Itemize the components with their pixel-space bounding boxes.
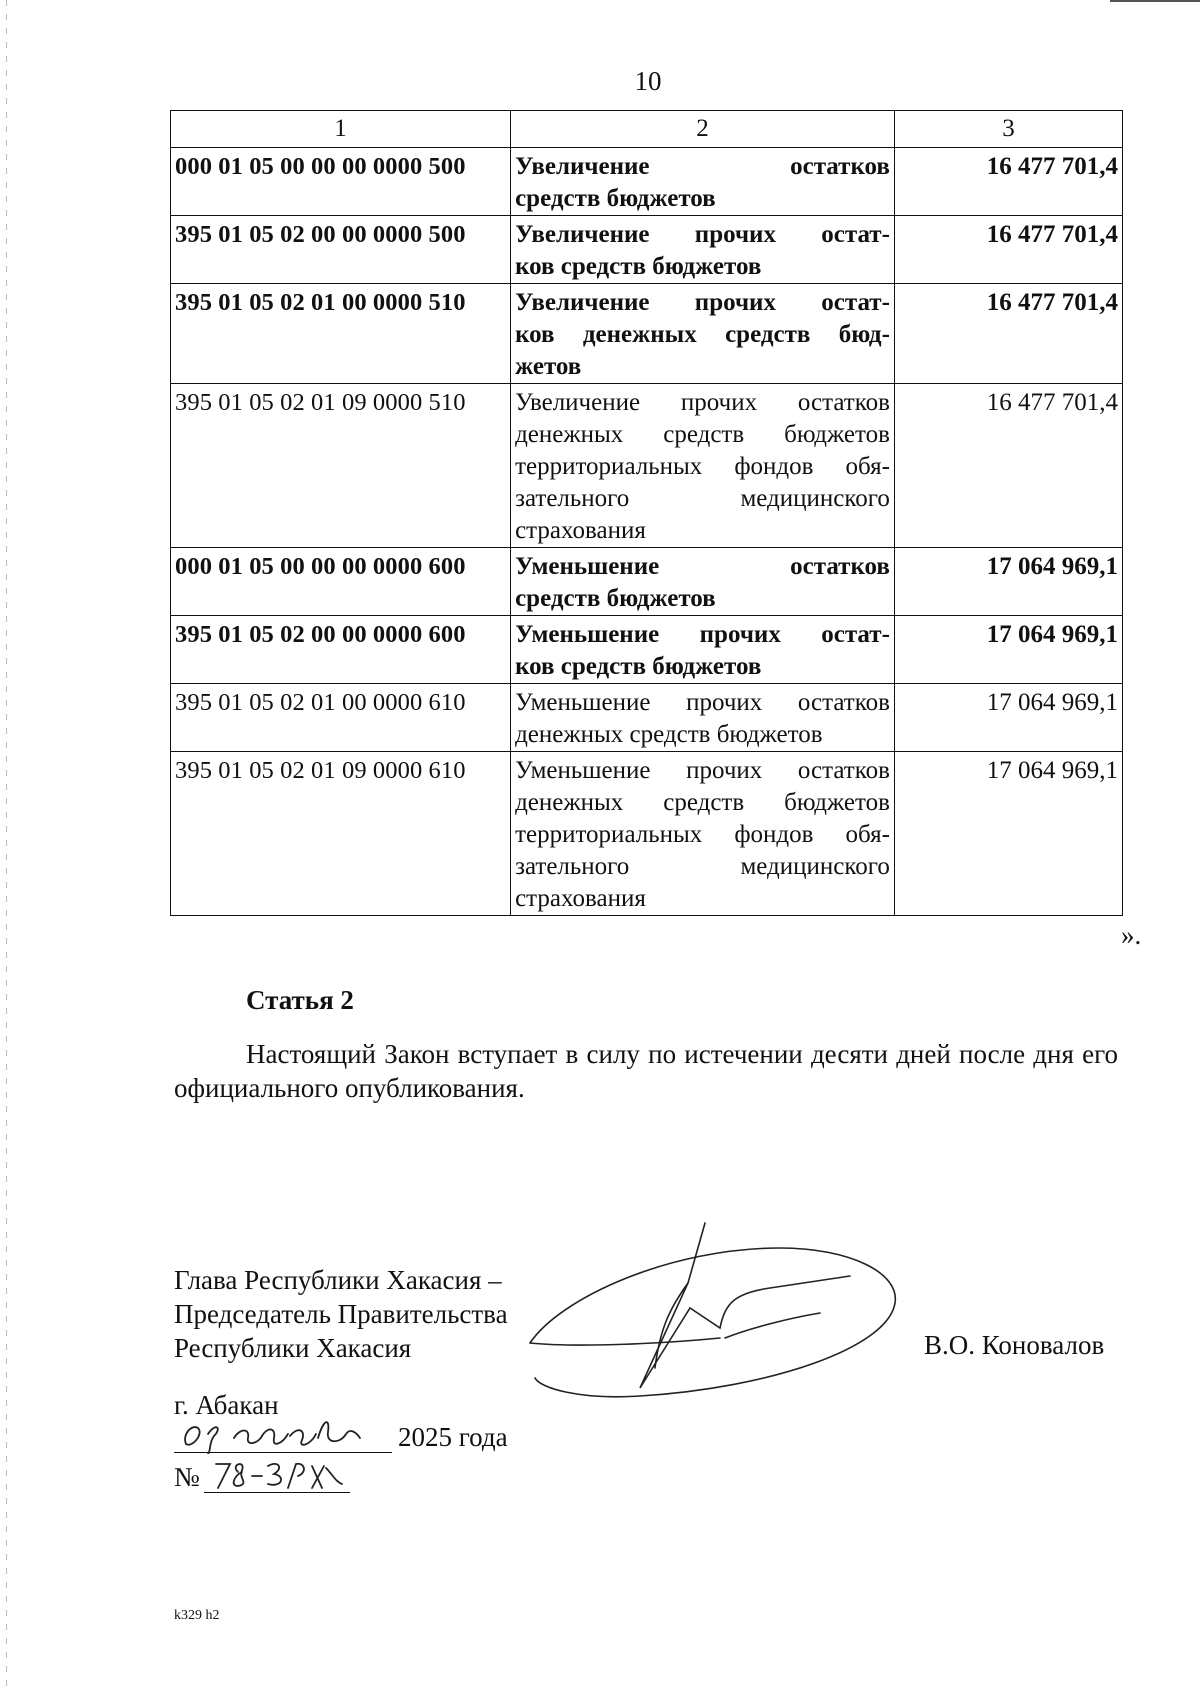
amount-cell: 16 477 701,4 xyxy=(894,384,1122,548)
position-line: Председатель Правительства xyxy=(174,1299,508,1329)
item-name-line: ков средств бюджетов xyxy=(515,253,762,280)
item-name-line: ков денежных средств бюд- xyxy=(515,321,890,348)
handwritten-signature xyxy=(520,1218,910,1413)
position-line: Республики Хакасия xyxy=(174,1333,412,1363)
column-header: 3 xyxy=(894,111,1122,148)
table-body xyxy=(171,148,1123,916)
table-row xyxy=(171,548,1123,616)
edge-rule xyxy=(1110,0,1200,2)
amount-cell: 16 477 701,4 xyxy=(894,284,1122,384)
item-name-line: денежных средств бюджетов xyxy=(515,789,890,816)
item-name-line: денежных средств бюджетов xyxy=(515,421,890,448)
budget-code-cell: 395 01 05 02 01 09 0000 610 xyxy=(171,752,511,916)
table-row xyxy=(171,752,1123,916)
amount-cell: 16 477 701,4 xyxy=(894,148,1122,216)
article-text: Настоящий Закон вступает в силу по истечении десяти дней после дня его официального опубликования. xyxy=(174,1039,1118,1103)
amount-cell: 17 064 969,1 xyxy=(894,684,1122,752)
item-name-cell xyxy=(511,216,895,284)
item-name-line: средств бюджетов xyxy=(515,185,716,212)
article-title: Статья 2 xyxy=(246,985,354,1015)
item-name-cell xyxy=(511,548,895,616)
document-code: k329 h2 xyxy=(174,1608,220,1623)
column-header: 1 xyxy=(171,111,511,148)
item-name-line: страхования xyxy=(515,885,646,912)
item-name-line: Уменьшение прочих остатков xyxy=(515,689,890,716)
item-name-line: Увеличение прочих остат- xyxy=(515,289,890,316)
budget-code-cell: 395 01 05 02 01 09 0000 510 xyxy=(171,384,511,548)
item-name-line: денежных средств бюджетов xyxy=(515,721,823,748)
page-number: 10 xyxy=(634,66,662,96)
amount-cell: 16 477 701,4 xyxy=(894,216,1122,284)
table-row xyxy=(171,148,1123,216)
number-prefix: № xyxy=(174,1462,200,1492)
scan-edge xyxy=(6,0,7,1686)
item-name-cell xyxy=(511,148,895,216)
signatory-position xyxy=(174,1263,508,1365)
table-row xyxy=(171,616,1123,684)
item-name-line: зательного медицинского xyxy=(515,485,890,512)
date-line xyxy=(174,1422,508,1453)
item-name-line: территориальных фондов обя- xyxy=(515,821,890,848)
item-name-line: зательного медицинского xyxy=(515,853,890,880)
amount-cell: 17 064 969,1 xyxy=(894,548,1122,616)
closing-quote: ». xyxy=(1121,920,1142,950)
table-row xyxy=(171,216,1123,284)
budget-code-cell: 395 01 05 02 00 00 0000 500 xyxy=(171,216,511,284)
budget-code-cell: 000 01 05 00 00 00 0000 500 xyxy=(171,148,511,216)
budget-code-cell: 395 01 05 02 01 00 0000 510 xyxy=(171,284,511,384)
item-name-cell xyxy=(511,684,895,752)
item-name-line: территориальных фондов обя- xyxy=(515,453,890,480)
item-name-cell xyxy=(511,284,895,384)
signer-name: В.О. Коновалов xyxy=(924,1330,1105,1360)
budget-code-cell: 395 01 05 02 01 00 0000 610 xyxy=(171,684,511,752)
budget-table xyxy=(170,110,1123,916)
table-row xyxy=(171,384,1123,548)
item-name-cell xyxy=(511,616,895,684)
place: г. Абакан xyxy=(174,1390,279,1420)
item-name-line: средств бюджетов xyxy=(515,585,716,612)
item-name-line: Увеличение прочих остатков xyxy=(515,389,890,416)
item-name-line: Уменьшение прочих остат- xyxy=(515,621,890,648)
item-name-cell xyxy=(511,752,895,916)
handwritten-date xyxy=(174,1422,392,1453)
table-row xyxy=(171,684,1123,752)
amount-cell: 17 064 969,1 xyxy=(894,752,1122,916)
amount-cell: 17 064 969,1 xyxy=(894,616,1122,684)
table-row xyxy=(171,284,1123,384)
item-name-line: жетов xyxy=(515,353,582,380)
table-header-row xyxy=(171,111,1123,148)
item-name-cell xyxy=(511,384,895,548)
item-name-line: ков средств бюджетов xyxy=(515,653,762,680)
number-line xyxy=(174,1462,350,1493)
handwritten-number xyxy=(204,1462,350,1493)
item-name-line: Увеличение остатков xyxy=(515,153,890,180)
column-header: 2 xyxy=(511,111,895,148)
date-suffix: 2025 года xyxy=(398,1422,508,1452)
position-line: Глава Республики Хакасия – xyxy=(174,1265,502,1295)
item-name-line: страхования xyxy=(515,517,646,544)
item-name-line: Увеличение прочих остат- xyxy=(515,221,890,248)
item-name-line: Уменьшение остатков xyxy=(515,553,890,580)
budget-code-cell: 000 01 05 00 00 00 0000 600 xyxy=(171,548,511,616)
budget-code-cell: 395 01 05 02 00 00 0000 600 xyxy=(171,616,511,684)
item-name-line: Уменьшение прочих остатков xyxy=(515,757,890,784)
